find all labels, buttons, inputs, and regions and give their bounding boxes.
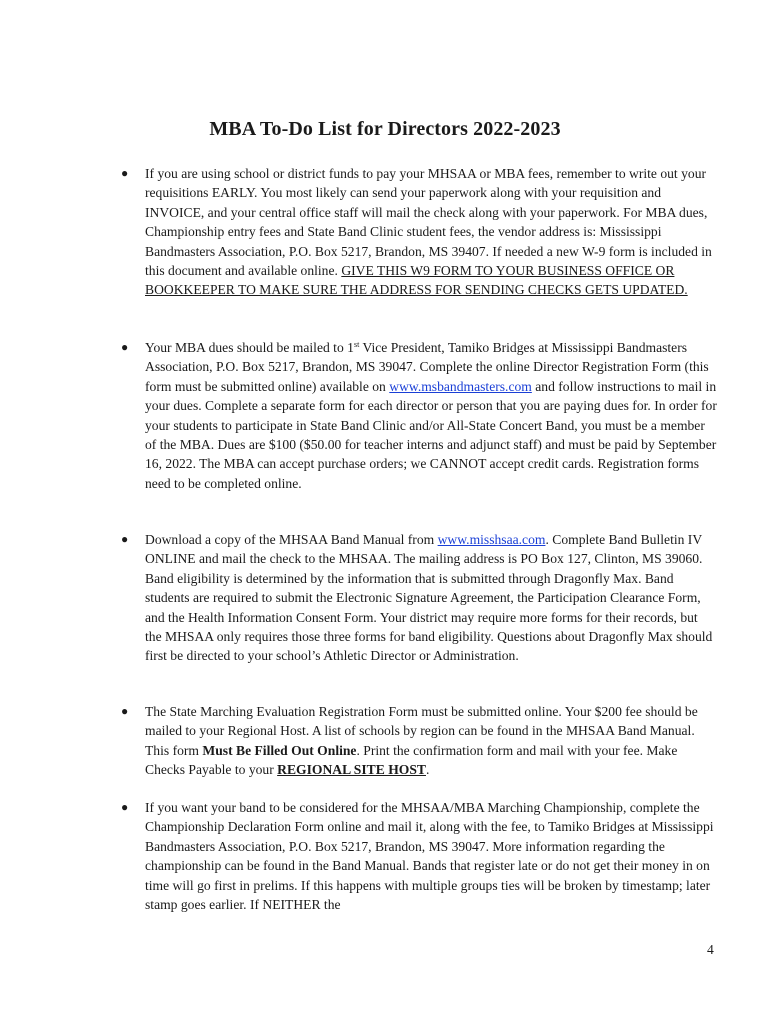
misshsaa-link[interactable]: www.misshsaa.com xyxy=(437,532,546,547)
bold-text: Must Be Filled Out Online xyxy=(202,742,357,758)
list-item xyxy=(121,702,717,780)
item-text: . xyxy=(425,762,430,778)
item-text: Your MBA dues should be mailed to 1 xyxy=(145,340,354,355)
bullet-icon: ● xyxy=(121,532,129,546)
bullet-icon: ● xyxy=(121,800,129,814)
list-item xyxy=(121,798,717,914)
list-item xyxy=(121,338,717,493)
bold-underlined-text: REGIONAL SITE HOST xyxy=(277,762,426,778)
page-title: MBA To-Do List for Directors 2022-2023 xyxy=(209,118,561,140)
bullet-icon: ● xyxy=(121,704,129,718)
item-text: Download a copy of the MHSAA Band Manual from xyxy=(145,532,438,547)
bullet-icon: ● xyxy=(121,340,129,354)
item-text: The State Marching Evaluation Registration Form must be submitted online. Your $200 fee should be mailed to your Regional Host. A list of schools by region can be found in the MHSAA Band Manual. This form xyxy=(145,704,698,758)
item-text: and follow instructions to mail in your dues. Complete a separate form for each director or person that you are paying dues for. In order for your students to participate in State Band Clinic and/or All-State Concert Band, you must be a member of the MBA. Dues are $100 ($50.00 for teacher interns and adjunct staff) and must be paid by September 16, 2022. The MBA can accept purchase orders; we CANNOT accept credit cards. Registration forms need to be completed online. xyxy=(145,378,717,491)
item-text: . Print the confirmation form and mail with your fee. Make Checks Payable to your xyxy=(145,742,678,778)
item-text: Vice President, Tamiko Bridges at Mississippi Bandmasters Association, P.O. Box 5217, Brandon, MS 39047. Complete the online Director Registration Form (this form must be submitted online) available on xyxy=(145,340,709,394)
underlined-notice: GIVE THIS W9 FORM TO YOUR BUSINESS OFFICE OR BOOKKEEPER TO MAKE SURE THE ADDRESS FOR SENDING CHECKS GETS UPDATED. xyxy=(145,263,688,298)
list-item xyxy=(121,164,717,300)
item-text: If you are using school or district funds to pay your MHSAA or MBA fees, remember to write out your requisitions EARLY. You most likely can send your paperwork along with your requisition and INVOICE, and your central office staff will mail the check along with your paperwork. For MBA dues, Championship entry fees and State Band Clinic student fees, the vendor address is: Mississippi Bandmasters Association, P.O. Box 5217, Brandon, MS 39407. If needed a new W-9 form is included in this document and available online. xyxy=(145,166,712,279)
superscript: st xyxy=(353,340,360,349)
list-item xyxy=(121,530,717,666)
item-text: . Complete Band Bulletin IV ONLINE and mail the check to the MHSAA. The mailing address is PO Box 127, Clinton, MS 39060. Band eligibility is determined by the information that is submitted through Dragonfly Max. Band students are required to submit the Electronic Signature Agreement, the Participation Clearance Form, and the Health Information Consent Form. Your district may require more forms for their records, but the MHSAA only requires those three forms for band eligibility. Questions about Dragonfly Max should first be directed to your school’s Athletic Director or Administration. xyxy=(145,532,713,664)
bullet-icon: ● xyxy=(121,166,129,180)
page-number: 4 xyxy=(707,942,714,957)
item-text: If you want your band to be considered for the MHSAA/MBA Marching Championship, complete the Championship Declaration Form online and mail it, along with the fee, to Tamiko Bridges at Mississippi Bandmasters Association, P.O. Box 5217, Brandon, MS 39047. More information regarding the championship can be found in the Band Manual. Bands that register late or do not get their money in on time will go first in prelims. If this happens with multiple groups ties will be broken by timestamp; later stamp goes earlier. If NEITHER the xyxy=(145,800,714,913)
msbandmasters-link[interactable]: www.msbandmasters.com xyxy=(389,378,532,394)
